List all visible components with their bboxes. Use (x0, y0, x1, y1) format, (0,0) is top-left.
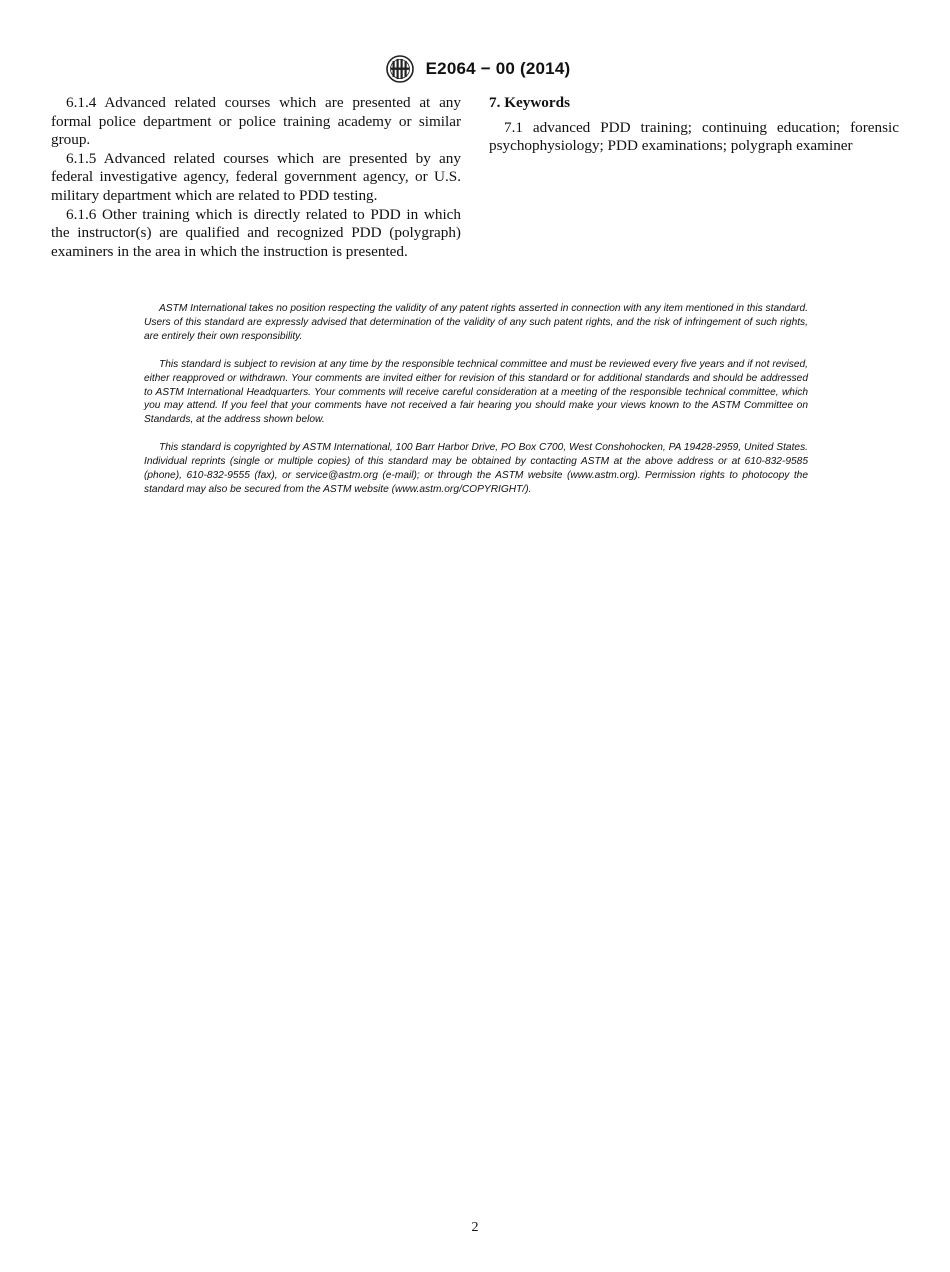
legal-notices (144, 302, 808, 511)
paragraph-6-1-6: 6.1.6 Other training which is directly related to PDD in which the instructor(s) are qualified and recognized PDD (polygraph) examiners in the area in which the instruction is presented. (51, 205, 461, 260)
astm-logo-icon (380, 54, 420, 84)
page-number: 2 (471, 1220, 479, 1235)
paragraph-7-1: 7.1 advanced PDD training; continuing education; forensic psychophysiology; PDD examinations; polygraph examiner (489, 118, 899, 155)
copyright-notice: This standard is copyrighted by ASTM International, 100 Barr Harbor Drive, PO Box C700, West Conshohocken, PA 19428-2959, United States. Individual reprints (single or multiple copies) of this standard may be obtained by contacting ASTM at the above address or at 610-832-9585 (phone), 610-832-9555 (fax), or service@astm.org (e-mail); or through the ASTM website (www.astm.org). Permission rights to photocopy the standard may also be secured from the ASTM website (www.astm.org/COPYRIGHT/). (144, 442, 808, 495)
paragraph-6-1-4: 6.1.4 Advanced related courses which are presented at any formal police department or police training academy or similar group. (51, 94, 461, 149)
patent-notice: ASTM International takes no position respecting the validity of any patent rights asserted in connection with any item mentioned in this standard. Users of this standard are expressly advised that determination of the validity of any such patent rights, and the risk of infringement of such rights, are entirely their own responsibility. (144, 303, 808, 342)
revision-notice: This standard is subject to revision at any time by the responsible technical committee and must be reviewed every five years and if not revised, either reapproved or withdrawn. Your comments are invited either for revision of this standard or for additional standards and should be addressed to ASTM International Headquarters. Your comments will receive careful consideration at a meeting of the responsible technical committee, which you may attend. If you feel that your comments have not received a fair hearing you should make your views known to the ASTM Committee on Standards, at the address shown below. (144, 358, 808, 426)
right-column (489, 94, 899, 156)
paragraph-6-1-5: 6.1.5 Advanced related courses which are presented by any federal investigative agency, federal government agency, or U.S. military department which are related to PDD testing. (51, 149, 461, 204)
left-column (51, 94, 461, 261)
page-header (0, 54, 950, 84)
section-heading-keywords: 7. Keywords (489, 94, 570, 111)
standard-designation: E2064 − 00 (2014) (425, 59, 571, 78)
